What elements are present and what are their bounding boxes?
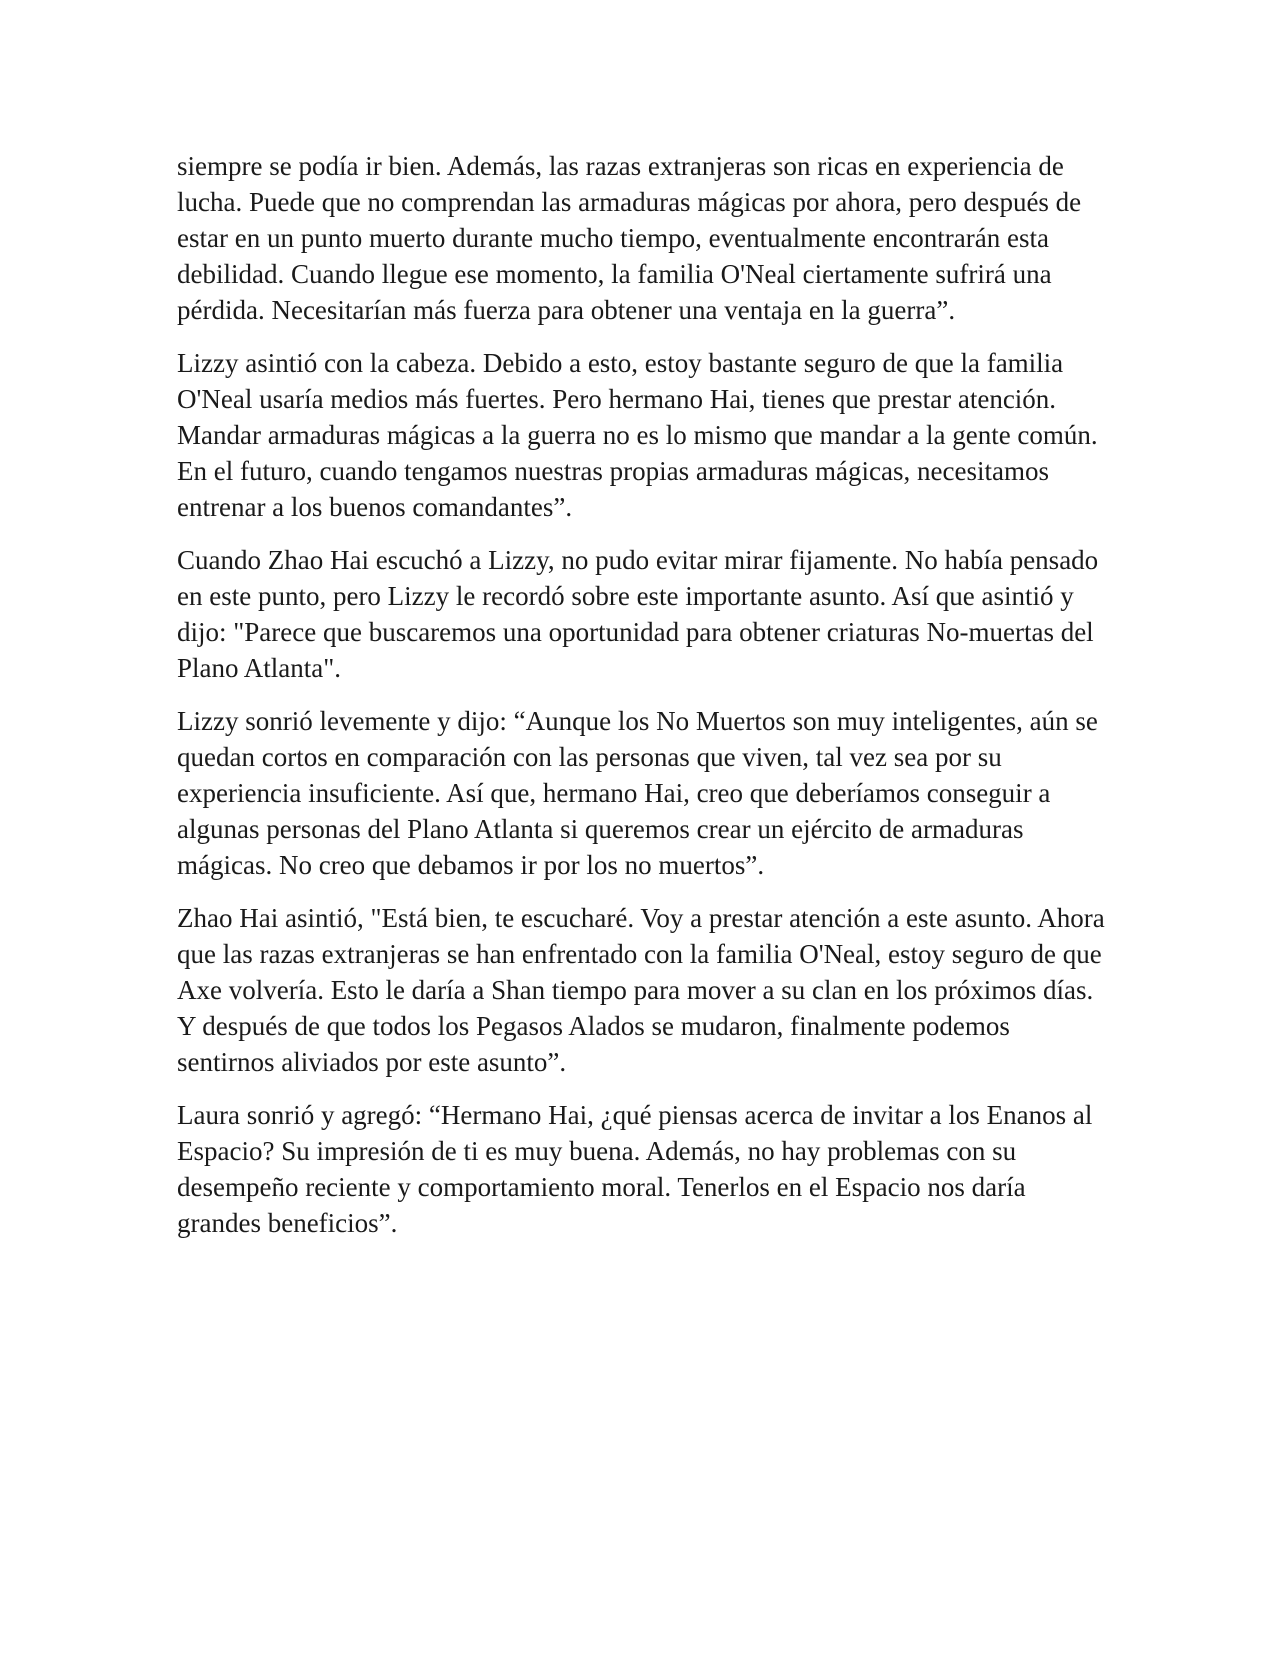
paragraph-1: siempre se podía ir bien. Además, las razas extranjeras son ricas en experiencia de lucha. Puede que no comprendan las armaduras mágicas por ahora, pero después de estar en un punto muerto durante mucho tiempo, eventualmente encontrarán esta debilidad. Cuando llegue ese momento, la familia O'Neal ciertamente sufrirá una pérdida. Necesitarían más fuerza para obtener una ventaja en la guerra”.	[177, 151, 1082, 325]
paragraph-5: Zhao Hai asintió, "Está bien, te escucharé. Voy a prestar atención a este asunto. Ahora que las razas extranjeras se han enfrentado con la familia O'Neal, estoy seguro de que Axe volvería. Esto le daría a Shan tiempo para mover a su clan en los próximos días. Y después de que todos los Pegasos Alados se mudaron, finalmente podemos sentirnos aliviados por este asunto”.	[177, 903, 1105, 1077]
paragraph-2: Lizzy asintió con la cabeza. Debido a esto, estoy bastante seguro de que la familia O'Neal usaría medios más fuertes. Pero hermano Hai, tienes que prestar atención. Mandar armaduras mágicas a la guerra no es lo mismo que mandar a la gente común. En el futuro, cuando tengamos nuestras propias armaduras mágicas, necesitamos entrenar a los buenos comandantes”.	[177, 348, 1098, 522]
paragraph-6: Laura sonrió y agregó: “Hermano Hai, ¿qué piensas acerca de invitar a los Enanos al Espacio? Su impresión de ti es muy buena. Además, no hay problemas con su desempeño reciente y comportamiento moral. Tenerlos en el Espacio nos daría grandes beneficios”.	[177, 1100, 1093, 1238]
paragraph-4: Lizzy sonrió levemente y dijo: “Aunque los No Muertos son muy inteligentes, aún se quedan cortos en comparación con las personas que viven, tal vez sea por su experiencia insuficiente. Así que, hermano Hai, creo que deberíamos conseguir a algunas personas del Plano Atlanta si queremos crear un ejército de armaduras mágicas. No creo que debamos ir por los no muertos”.	[177, 706, 1098, 880]
paragraph-3: Cuando Zhao Hai escuchó a Lizzy, no pudo evitar mirar fijamente. No había pensado en este punto, pero Lizzy le recordó sobre este importante asunto. Así que asintió y dijo: "Parece que buscaremos una oportunidad para obtener criaturas No-muertas del Plano Atlanta".	[177, 545, 1099, 683]
document-body	[177, 148, 1107, 1258]
